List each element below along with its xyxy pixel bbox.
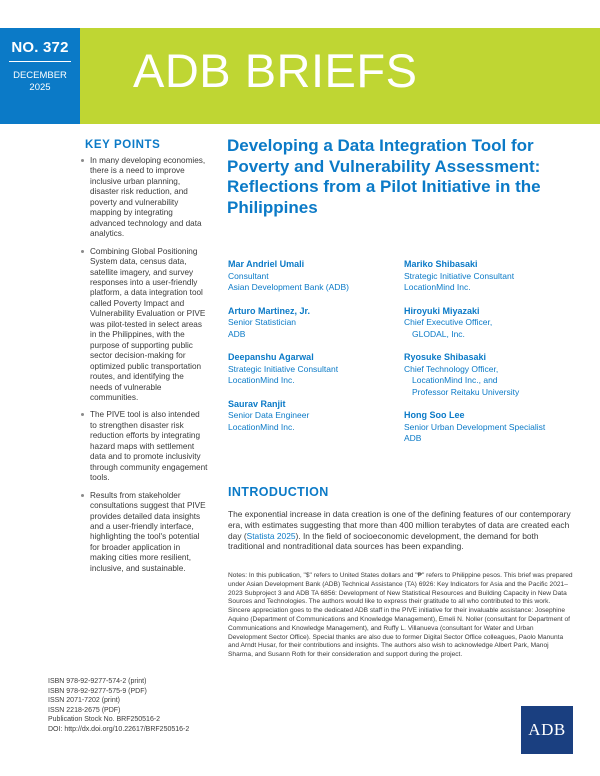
author-name: Arturo Martinez, Jr. <box>228 305 311 316</box>
author-role: Consultant <box>228 270 269 281</box>
author-entry <box>228 306 403 341</box>
author-affiliation: Asian Development Bank (ADB) <box>228 282 349 292</box>
key-point-item: Combining Global Positioning System data, census data, satellite imagery, and survey responses into a user-friendly platform, a data integration tool called Poverty Impact and Vulnerability Evaluation or PIVE was pilot-tested in select areas in the Philippines, with the purpose of supporting public sector decision-making for optimized public transportation routes, and identifying the needs of vulnerable communities. <box>80 247 208 404</box>
key-point-item: Results from stakeholder consultations suggest that PIVE provides detailed data insights and a user-friendly interface, highlighting the tool's potential for broader application in making cities more resilient, inclusive, and sustainable. <box>80 491 208 575</box>
author-entry <box>228 259 403 294</box>
author-name: Ryosuke Shibasaki <box>404 352 487 362</box>
intro-text-end: ). In the field of socioeconomic development, the demand for both traditional and nontraditional data sources has been expanding. <box>228 530 539 552</box>
statista-link[interactable]: Statista 2025 <box>246 530 296 541</box>
issue-number: NO. 372 <box>11 39 69 56</box>
issue-date-year: 2025 <box>29 82 51 93</box>
introduction-paragraph <box>228 509 573 552</box>
doi-link[interactable]: DOI: http://dx.doi.org/10.22617/BRF250516-2 <box>48 725 190 733</box>
author-name: Hiroyuki Miyazaki <box>404 305 480 316</box>
author-role: Chief Executive Officer, <box>404 317 493 327</box>
issue-divider <box>9 61 71 62</box>
series-title: ADB BRIEFS <box>133 44 418 97</box>
key-points-heading: KEY POINTS <box>85 139 161 151</box>
author-entry <box>404 352 579 398</box>
author-entry <box>228 352 403 387</box>
issn-print: ISSN 2071-7202 (print) <box>48 697 120 704</box>
authors-column-left <box>228 259 403 445</box>
author-affiliation: Professor Reitaku University <box>412 386 520 397</box>
author-role: Senior Urban Development Specialist <box>404 421 546 432</box>
adb-logo: ADB <box>521 706 573 754</box>
author-entry <box>404 259 579 294</box>
key-point-item: The PIVE tool is also intended to strengthen disaster risk reduction efforts by integrating hazard maps with settlement data and to promote inclusivity through community engagement tools. <box>80 410 208 483</box>
author-role: Strategic Initiative Consultant <box>228 363 339 374</box>
author-affiliation: ADB <box>228 328 246 339</box>
author-name: Deepanshu Agarwal <box>228 352 314 362</box>
stock-number: Publication Stock No. BRF250516-2 <box>48 716 161 723</box>
author-name: Mariko Shibasaki <box>404 259 478 269</box>
author-role: Senior Data Engineer <box>228 410 310 420</box>
brief-title: Developing a Data Integration Tool for Poverty and Vulnerability Assessment: Reflections from a Pilot Initiative in the Philippines <box>227 136 541 217</box>
author-affiliation: LocationMind Inc. <box>228 421 295 432</box>
issue-date-month: DECEMBER <box>13 70 67 81</box>
author-affiliation: ADB <box>404 433 422 443</box>
isbn-pdf: ISBN 978-92-9277-575-9 (PDF) <box>48 687 147 695</box>
author-entry <box>404 410 579 445</box>
author-affiliation: LocationMind Inc., and <box>412 375 498 385</box>
author-entry <box>404 306 579 341</box>
author-role: Chief Technology Officer, <box>404 363 499 374</box>
author-name: Hong Soo Lee <box>404 410 465 420</box>
issue-badge <box>0 28 80 124</box>
author-entry <box>228 399 403 434</box>
publication-info <box>48 677 218 734</box>
author-role: Strategic Initiative Consultant <box>404 270 515 281</box>
author-affiliation: GLODAL, Inc. <box>412 328 465 339</box>
key-point-item: In many developing economies, there is a need to improve inclusive urban planning, disaster risk reduction, and poverty and vulnerability mapping by integrating advanced technology and data analytics. <box>80 156 208 240</box>
key-points-list <box>80 156 208 581</box>
author-name: Saurav Ranjit <box>228 398 286 409</box>
isbn-print: ISBN 978-92-9277-574-2 (print) <box>48 678 147 685</box>
intro-text-start: The exponential increase in data creation is one of the defining features of our contemporary era, with estimates suggesting that more than 400 million terabytes of data are created each day ( <box>228 509 571 541</box>
issn-pdf: ISSN 2218-2675 (PDF) <box>48 706 121 714</box>
introduction-heading: INTRODUCTION <box>228 485 329 499</box>
footnotes: Notes: In this publication, "$" refers to United States dollars and "₱" refers to Philippine pesos. This brief was prepared under Asian Development Bank (ADB) Technical Assistance (TA) 6926: Key Indicators for Asia and the Pacific 2021–2023 Subproject 3 and ADB TA 6856: Development of New Statistical Resources and Building Capacity in New Data Sources and Technologies. The authors would like to express their gratitude to all who contributed to this work. Sincere appreciation goes to the dedicated ADB staff in the PIVE initiative for their invaluable assistance: Josephine Aquino (Department of Communications and Knowledge Management), Emeli N. Noller (consultant for Department of Communications and Knowledge Management), and Ruffy L. Villanueva (consultant for Water and Urban Development Sector Office). Special thanks are also due to former Digital Sector Office colleagues, Paolo Manunta and Arndt Husar, for their contributions and insights. The authors also wish to acknowledge Albert Park, Manoj Sharma, and Susann Roth for their consideration and support during the project. <box>228 572 573 659</box>
authors-column-right <box>404 259 579 457</box>
author-name: Mar Andriel Umali <box>228 259 305 269</box>
author-role: Senior Statistician <box>228 317 297 327</box>
author-affiliation: LocationMind Inc. <box>404 282 471 292</box>
author-affiliation: LocationMind Inc. <box>228 375 295 385</box>
